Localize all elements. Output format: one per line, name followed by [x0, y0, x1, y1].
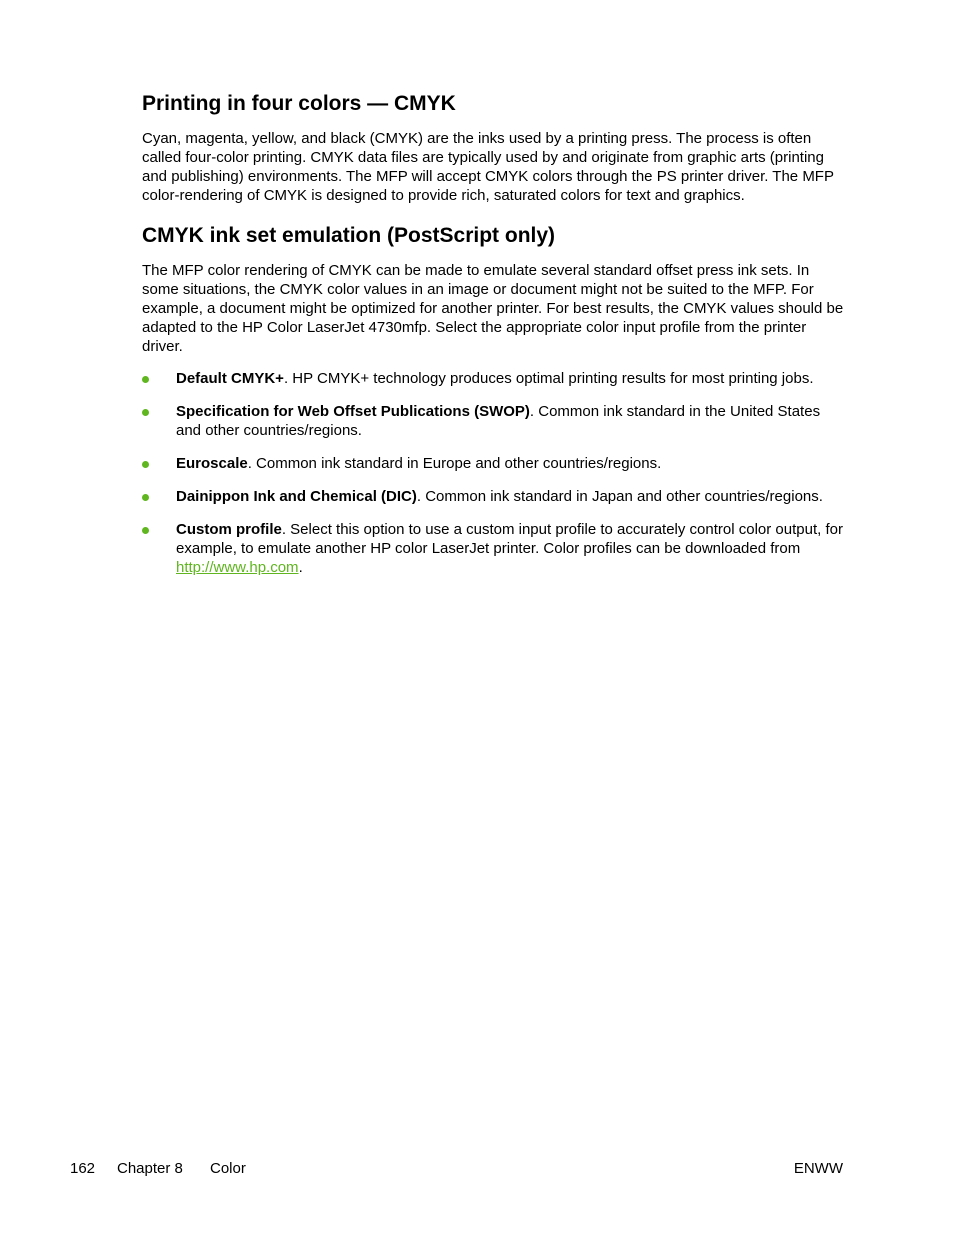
list-item-swop: [142, 402, 844, 440]
list-item-default-cmyk: [142, 369, 844, 388]
footer-enww: ENWW: [793, 1160, 843, 1177]
cmyk-paragraph: Cyan, magenta, yellow, and black (CMYK) are the inks used by a printing press. The process is often called four-color printing. CMYK data files are typically used by and originate from graphic arts (printing and publishing) environments. The MFP will accept CMYK colors through the PS printer driver. The MFP color-rendering of CMYK is designed to provide rich, saturated colors for text and graphics.: [142, 130, 834, 204]
bullet-term: Dainippon Ink and Chemical (DIC): [176, 488, 417, 505]
footer-page-number: 162: [70, 1160, 96, 1177]
bullet-term: Default CMYK+: [176, 370, 284, 387]
section-heading-cmyk: Printing in four colors — CMYK: [142, 92, 456, 115]
bullet-text: . Common ink standard in Europe and other countries/regions.: [247, 455, 662, 472]
bullet-dot-icon: [142, 494, 149, 501]
bullet-term: Euroscale: [176, 455, 248, 472]
footer-section: Color: [210, 1160, 246, 1177]
bullet-text: . Select this option to use a custom input profile to accurately control color output, for example, to emulate another HP color LaserJet printer. Color profiles can be downloaded from: [176, 521, 843, 557]
bullet-text: . HP CMYK+ technology produces optimal printing results for most printing jobs.: [283, 370, 814, 387]
bullet-text: . Common ink standard in Japan and other countries/regions.: [416, 488, 823, 505]
bullet-dot-icon: [142, 527, 149, 534]
bullet-term: Specification for Web Offset Publications (SWOP): [176, 403, 530, 420]
footer-chapter: Chapter 8: [117, 1160, 183, 1177]
list-item-custom-profile: [142, 520, 844, 577]
bullet-term: Custom profile: [176, 521, 282, 538]
section-heading-ink-set-emulation: CMYK ink set emulation (PostScript only): [142, 224, 556, 247]
bullet-text-end: .: [298, 559, 303, 576]
bullet-dot-icon: [142, 461, 149, 468]
ink-set-list: [142, 369, 844, 591]
list-item-dic: [142, 487, 844, 506]
list-item-euroscale: [142, 454, 844, 473]
ink-set-paragraph: The MFP color rendering of CMYK can be made to emulate several standard offset press ink sets. In some situations, the CMYK color values in an image or document might not be suited to the MFP. For example, a document might be optimized for another printer. For best results, the CMYK values should be adapted to the HP Color LaserJet 4730mfp. Select the appropriate color input profile from the printer driver.: [142, 262, 844, 355]
hp-website-link[interactable]: http://www.hp.com: [176, 559, 299, 576]
bullet-dot-icon: [142, 409, 149, 416]
bullet-dot-icon: [142, 376, 149, 383]
bullet-text: . Common ink standard in the United States and other countries/regions.: [176, 403, 821, 439]
